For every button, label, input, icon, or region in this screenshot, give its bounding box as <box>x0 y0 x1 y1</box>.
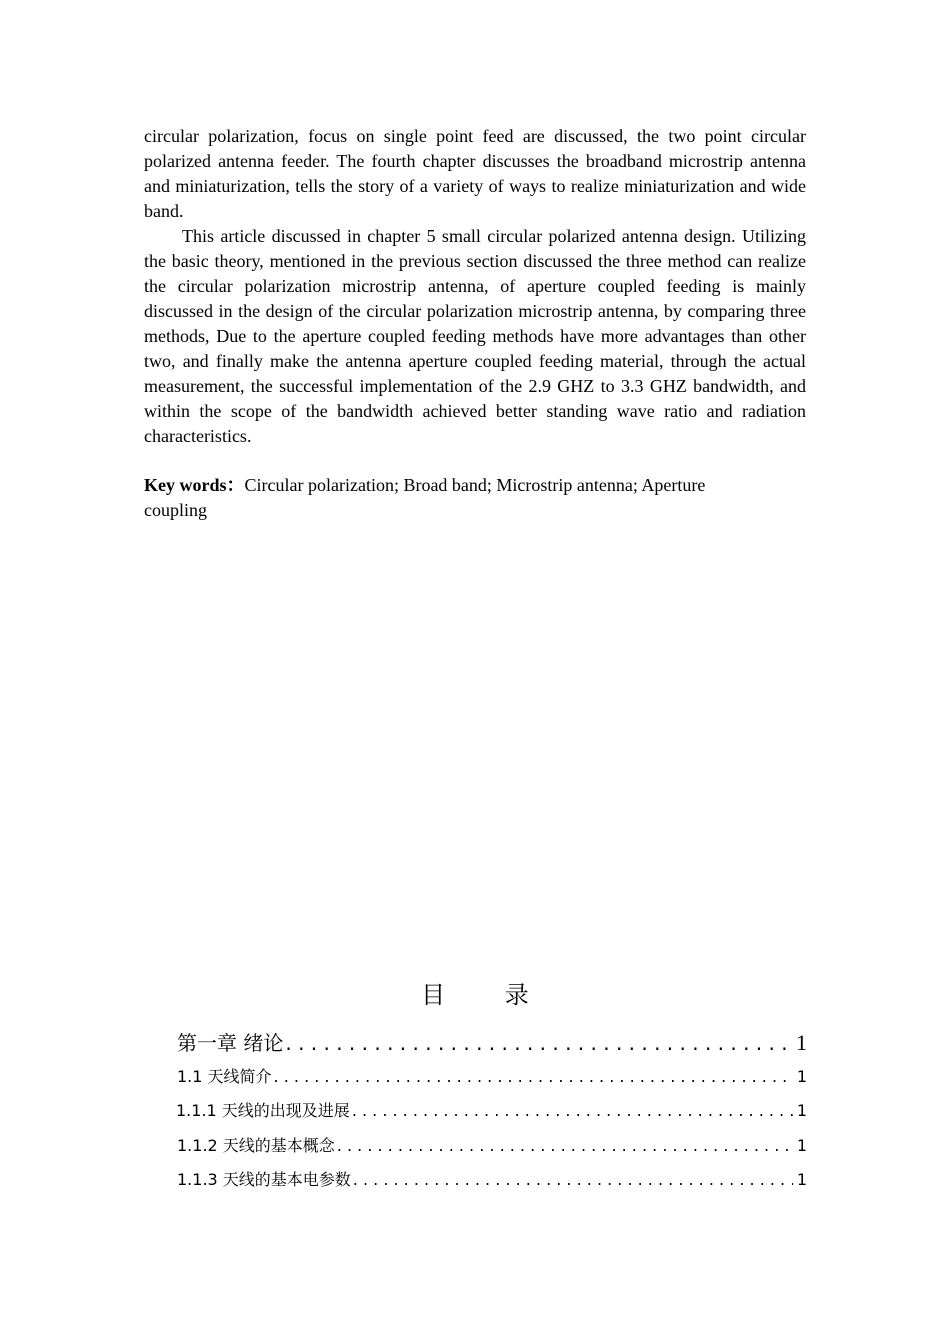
toc-entry-subsection[interactable] <box>177 1168 807 1192</box>
toc-entry-subsection[interactable] <box>176 1099 807 1123</box>
toc-entry-label: 1.1.2 天线的基本概念 <box>177 1136 335 1155</box>
toc-entry-chapter[interactable] <box>177 1028 807 1058</box>
toc-leader-dots <box>335 1134 793 1158</box>
toc-page-number: 1 <box>796 1067 807 1086</box>
toc-leader-dots <box>272 1065 793 1089</box>
keywords-text: Circular polarization; Broad band; Microstrip antenna; Aperture coupling <box>144 475 706 520</box>
toc-entry-label: 1.1.1 天线的出现及进展 <box>176 1101 350 1120</box>
keywords-label: Key words： <box>144 475 245 495</box>
toc-leader-dots <box>351 1168 793 1192</box>
toc-entry-section[interactable] <box>177 1065 807 1089</box>
toc-entry-label: 1.1.3 天线的基本电参数 <box>177 1170 351 1189</box>
toc-title: 目 录 <box>421 981 555 1009</box>
toc-entry-label: 第一章 绪论 <box>177 1031 284 1055</box>
toc-page-number: 1 <box>796 1136 807 1155</box>
keywords-line <box>144 473 764 523</box>
toc-leader-dots <box>283 1028 792 1058</box>
abstract-paragraph: circular polarization, focus on single point feed are discussed, the two point circular polarized antenna feeder. The fourth chapter discusses the broadband microstrip antenna and miniaturization, tells the story of a variety of ways to realize miniaturization and wide band. <box>144 126 806 221</box>
toc-page-number: 1 <box>796 1030 807 1055</box>
toc-page-number: 1 <box>796 1170 807 1189</box>
toc-page-number: 1 <box>796 1101 807 1120</box>
toc-entry-label: 1.1 天线简介 <box>177 1067 272 1086</box>
toc-entry-subsection[interactable] <box>177 1134 807 1158</box>
abstract-paragraph: This article discussed in chapter 5 small circular polarized antenna design. Utilizing the basic theory, mentioned in the previous section discussed the three method can realize the circular polarization microstrip antenna, of aperture coupled feeding is mainly discussed in the design of the circular polarization microstrip antenna, by comparing three methods, Due to the aperture coupled feeding methods have more advantages than other two, and finally make the antenna aperture coupled feeding material, through the actual measurement, the successful implementation of the 2.9 GHZ to 3.3 GHZ bandwidth, and within the scope of the bandwidth achieved better standing wave ratio and radiation characteristics. <box>144 226 806 446</box>
toc-leader-dots <box>350 1099 793 1123</box>
